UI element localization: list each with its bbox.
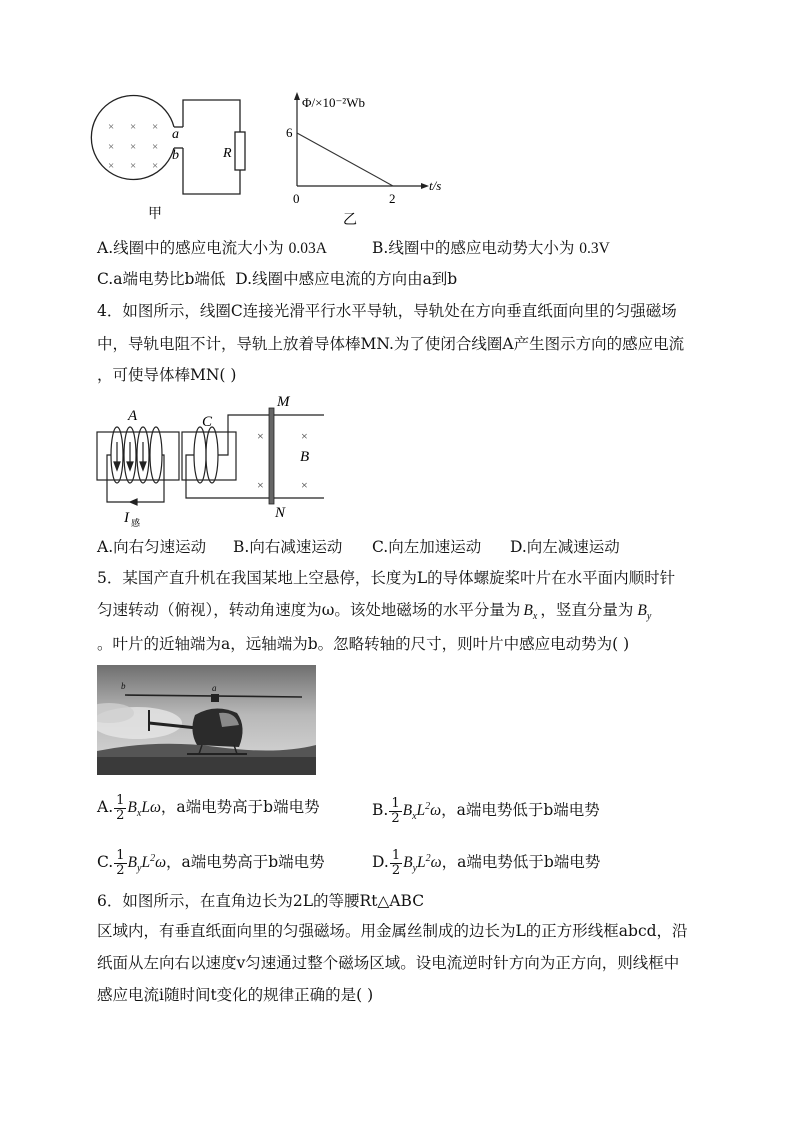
q4-option-c: C.向左加速运动: [372, 538, 482, 556]
svg-text:×: ×: [152, 160, 159, 172]
svg-text:×: ×: [152, 141, 159, 153]
fraction-half: $\frac{1}{2}$: [391, 795, 400, 826]
fraction-half: $\frac{1}{2}$: [116, 792, 125, 823]
svg-text:×: ×: [301, 429, 308, 443]
q4-option-b: B.向右减速运动: [233, 538, 343, 556]
q5-option-a: A. $\frac{1}{2}$ $B_xL\omega$，a端电势高于b端电势: [97, 792, 320, 823]
figure-coils-and-rails: [92, 392, 332, 527]
terminal-b-label: b: [172, 148, 179, 163]
blade-near-end-label: a: [212, 683, 217, 693]
q5-stem-line3: 。叶片的近轴端为a，远轴端为b。忽略转轴的尺寸，则叶片中感应电动势为( ): [97, 635, 630, 653]
q6-stem-line2: 区域内，有垂直纸面向里的匀强磁场。用金属丝制成的边长为L的正方形线框abcd，沿: [97, 922, 688, 940]
q4-stem-line1: 4．如图所示，线圈C连接光滑平行水平导轨，导轨处在方向垂直纸面向里的匀强磁场: [97, 302, 677, 320]
magnetic-field-crosses: [108, 121, 158, 172]
blade-far-end-label: b: [121, 681, 126, 691]
q3-option-b: B.线圈中的感应电动势大小为 0.3V: [372, 239, 610, 257]
flux-line: [297, 133, 393, 186]
coil-a-label: A: [128, 408, 138, 424]
graph-y-axis-label: Φ/×10⁻²Wb: [302, 95, 365, 110]
q5-option-d: D. $\frac{1}{2}$ $B_yL^2\omega$，a端电势低于b端电势: [372, 847, 601, 878]
svg-text:×: ×: [130, 121, 137, 133]
q6-stem-line3: 纸面从左向右以速度v匀速通过整个磁场区域。设电流逆时针方向为正方向，则线框中: [97, 954, 680, 972]
q3-option-c: C.a端电势比b端低: [97, 270, 226, 288]
induced-current-label: I: [124, 510, 129, 526]
q4-stem-line2: 中，导轨电阻不计，导轨上放着导体棒MN.为了使闭合线圈A产生图示方向的感应电流: [97, 335, 685, 353]
q3-option-d: D.线圈中感应电流的方向由a到b: [235, 270, 458, 288]
graph-x-tick: 2: [389, 191, 396, 206]
svg-text:×: ×: [257, 429, 264, 443]
coil-c-label: C: [202, 414, 213, 430]
q5-stem-line1: 5．某国产直升机在我国某地上空悬停，长度为L的导体螺旋桨叶片在水平面内顺时针: [97, 569, 676, 587]
svg-text:×: ×: [108, 141, 115, 153]
q6-stem-line1: 6．如图所示，在直角边长为2L的等腰Rt△ABC: [97, 892, 425, 910]
resistor: [235, 132, 245, 170]
svg-text:×: ×: [108, 121, 115, 133]
figure-coil-and-graph: [90, 90, 450, 230]
q4-option-d: D.向左减速运动: [510, 538, 620, 556]
q5-option-c: C. $\frac{1}{2}$ $B_yL^2\omega$，a端电势高于b端电势: [97, 847, 325, 878]
rod-n-label: N: [275, 505, 286, 521]
figure-jia-label: 甲: [148, 207, 162, 222]
terminal-a-label: a: [172, 127, 179, 142]
helicopter-photo: [97, 665, 316, 775]
graph-y-tick: 6: [286, 125, 293, 140]
svg-text:×: ×: [301, 478, 308, 492]
induced-current-subscript: 感: [131, 518, 141, 527]
q5-stem-line2: 匀速转动（俯视），转动角速度为ω。该处地磁场的水平分量为 $B_x$ ，竖直分量为 $B_y$: [97, 601, 652, 623]
rod-m-label: M: [277, 394, 290, 410]
svg-text:×: ×: [130, 160, 137, 172]
graph-x-axis-label: t/s: [429, 178, 442, 193]
svg-text:×: ×: [130, 141, 137, 153]
conductor-rod-mn: [269, 408, 274, 504]
q3-option-a: A.线圈中的感应电流大小为 0.03A: [97, 239, 327, 257]
figure-yi-label: 乙: [343, 213, 357, 228]
q4-stem-line3: ，可使导体棒MN( ): [97, 366, 237, 384]
q5-option-b: B. $\frac{1}{2}$ $B_xL^2\omega$，a端电势低于b端电势: [372, 795, 600, 826]
svg-text:×: ×: [257, 478, 264, 492]
flux-time-graph: [286, 92, 441, 228]
svg-text:×: ×: [152, 121, 159, 133]
fraction-half: $\frac{1}{2}$: [116, 847, 125, 878]
field-b-label: B: [300, 449, 310, 465]
svg-text:×: ×: [108, 160, 115, 172]
coil-diagram: [91, 96, 245, 223]
resistor-label: R: [223, 146, 232, 161]
graph-origin: 0: [293, 191, 300, 206]
fraction-half: $\frac{1}{2}$: [391, 847, 401, 878]
q6-stem-line4: 感应电流i随时间t变化的规律正确的是( ): [97, 986, 374, 1004]
q3-option-c-d: [97, 268, 457, 290]
q4-option-a: A.向右匀速运动: [97, 538, 207, 556]
